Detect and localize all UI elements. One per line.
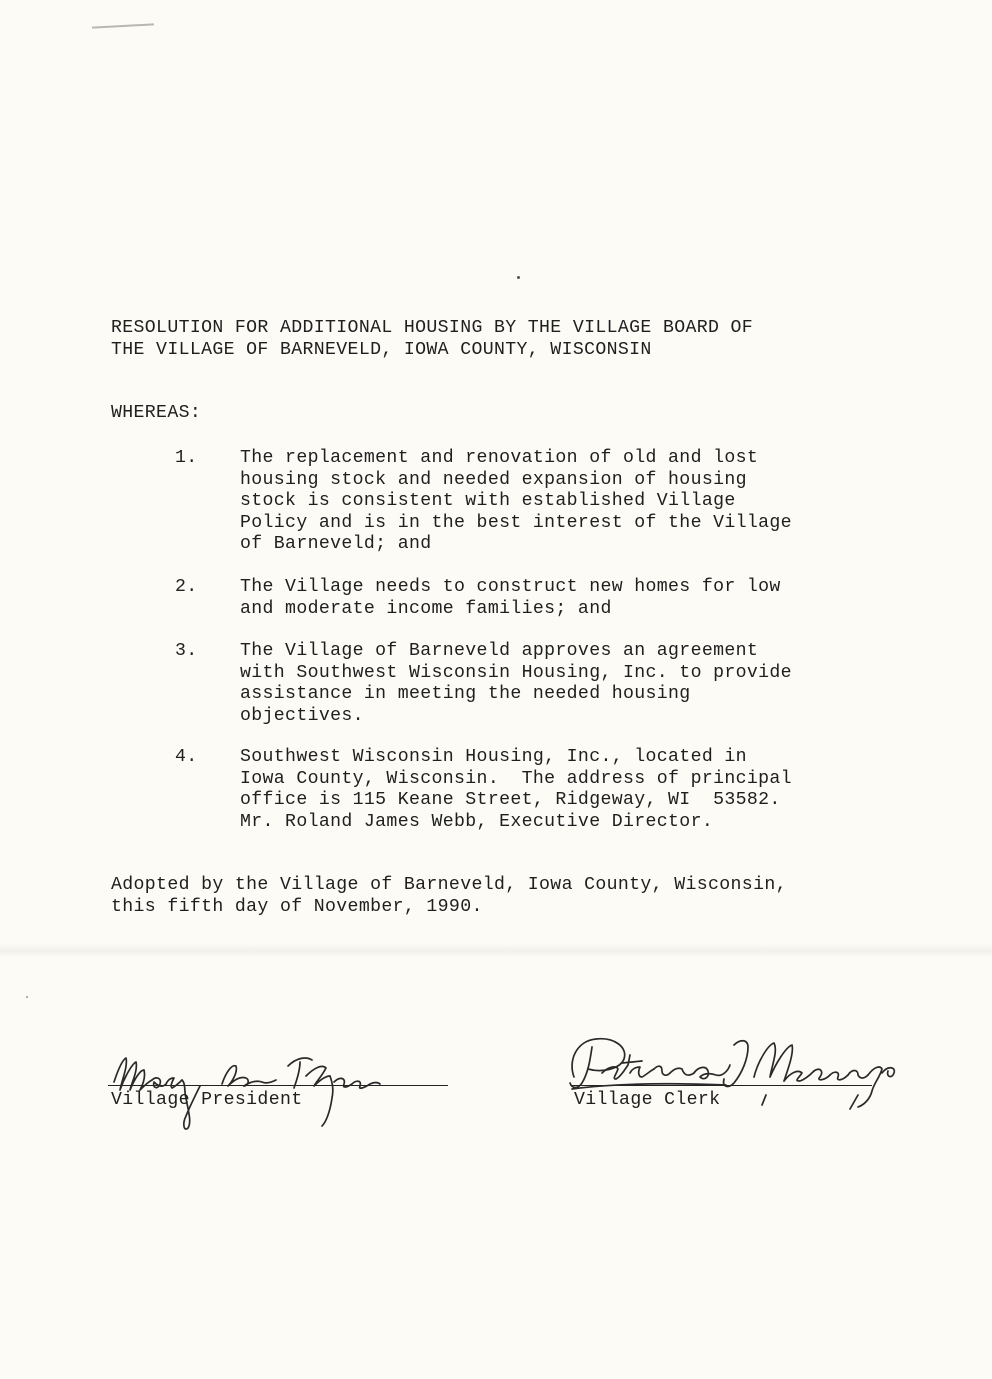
item-number: 4. bbox=[175, 747, 198, 767]
item-number: 1. bbox=[175, 448, 198, 468]
item-text: The replacement and renovation of old and lost housing stock and needed expansion of housing stock is consistent with established Village Policy and is in the best interest of the Village of Barneveld; and bbox=[240, 448, 792, 554]
president-caption: Village President bbox=[111, 1090, 303, 1110]
item-text: The Village of Barneveld approves an agreement with Southwest Wisconsin Housing, Inc. to provide assistance in meeting the needed housing objectives. bbox=[240, 641, 792, 726]
item-text: The Village needs to construct new homes for low and moderate income families; and bbox=[240, 577, 781, 619]
clerk-caption: Village Clerk bbox=[574, 1090, 721, 1110]
scan-mark bbox=[92, 23, 154, 28]
resolution-title: RESOLUTION FOR ADDITIONAL HOUSING BY THE VILLAGE BOARD OF THE VILLAGE OF BARNEVELD, IOWA COUNTY, WISCONSIN bbox=[111, 318, 754, 360]
item-number: 2. bbox=[175, 577, 198, 597]
president-signature bbox=[100, 1040, 420, 1135]
paper-fold bbox=[0, 944, 992, 958]
speck bbox=[26, 996, 28, 998]
speck bbox=[517, 276, 520, 279]
item-text: Southwest Wisconsin Housing, Inc., located in Iowa County, Wisconsin. The address of principal office is 115 Keane Street, Ridgeway, WI 53582. Mr. Roland James Webb, Executive Director. bbox=[240, 747, 792, 832]
whereas-heading: WHEREAS: bbox=[111, 403, 202, 423]
item-number: 3. bbox=[175, 641, 198, 661]
adoption-statement: Adopted by the Village of Barneveld, Iowa County, Wisconsin, this fifth day of November, 1990. bbox=[111, 875, 787, 917]
